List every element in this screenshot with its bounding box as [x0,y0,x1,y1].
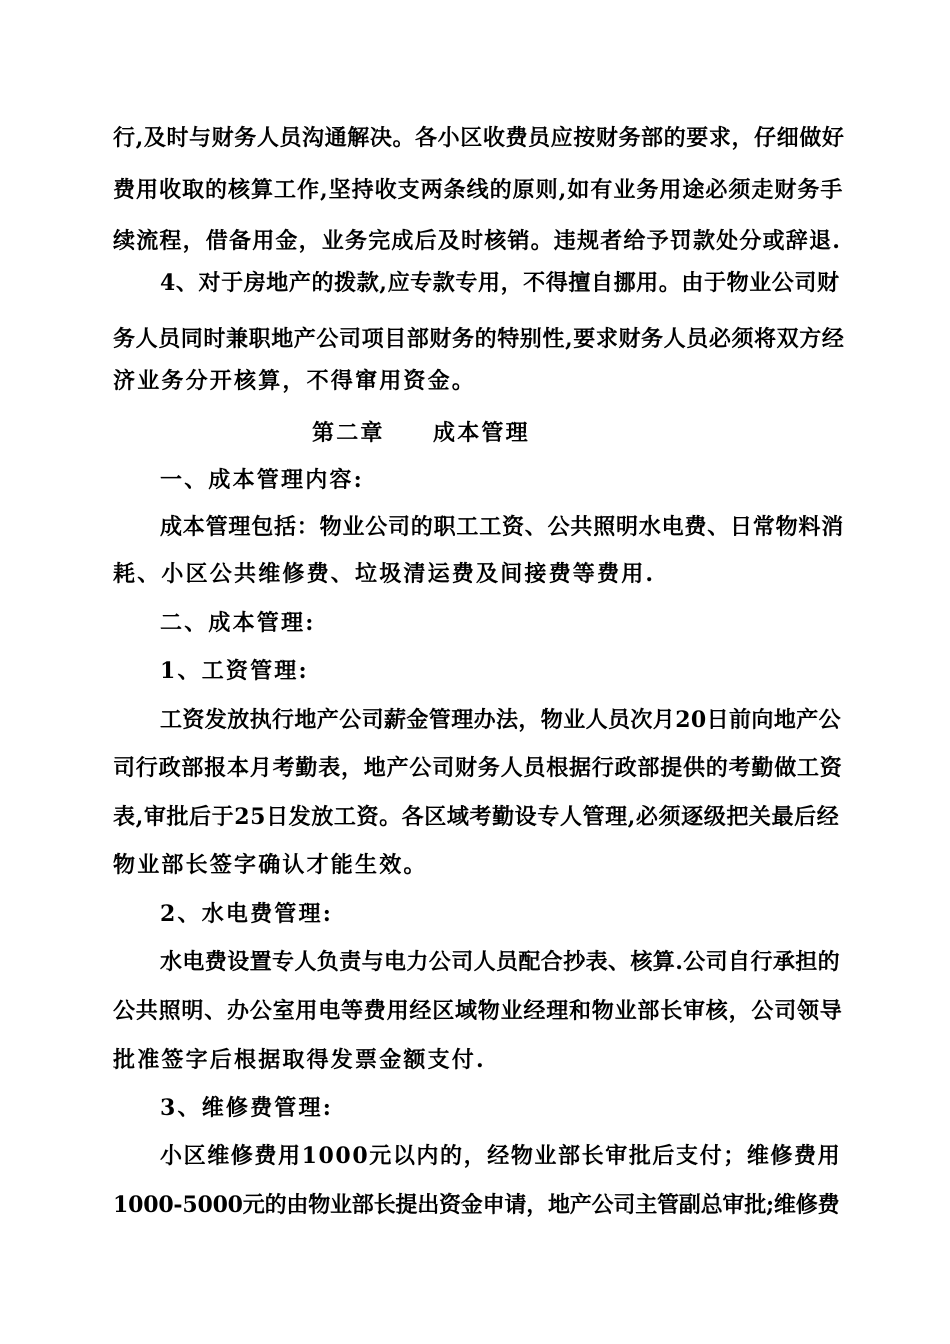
section-heading: 一、成本管理内容: [160,467,364,493]
paragraph-line: 小区维修费用1000元以内的，经物业部长审批后支付；维修费用 [160,1143,842,1169]
paragraph-line: 物业部长签字确认才能生效。 [113,852,428,878]
paragraph-line: 司行政部报本月考勤表，地产公司财务人员根据行政部提供的考勤做工资 [113,755,843,781]
paragraph-line: 续流程，借备用金，业务完成后及时核销。违规者给予罚款处分或辞退. [113,228,842,254]
paragraph-line: 1000-5000元的由物业部长提出资金申请，地产公司主管副总审批;维修费 [113,1192,840,1218]
chapter-heading: 第二章 成本管理 [312,420,530,446]
paragraph-line: 务人员同时兼职地产公司项目部财务的特别性,要求财务人员必须将双方经 [113,326,845,352]
paragraph-line: 成本管理包括：物业公司的职工工资、公共照明水电费、日常物料消 [160,514,845,540]
subsection-heading: 1、工资管理: [160,658,309,684]
paragraph-line: 行,及时与财务人员沟通解决。各小区收费员应按财务部的要求，仔细做好 [113,125,845,151]
subsection-heading: 3、维修费管理: [160,1095,334,1121]
paragraph-line: 耗、小区公共维修费、垃圾清运费及间接费等费用. [113,561,656,587]
section-heading: 二、成本管理: [160,610,316,636]
paragraph-line: 费用收取的核算工作,坚持收支两条线的原则,如有业务用途必须走财务手 [113,177,844,203]
paragraph-line: 济业务分开核算，不得窜用资金。 [113,368,477,394]
subsection-heading: 2、水电费管理: [160,901,334,927]
paragraph-line: 批准签字后根据取得发票金额支付. [113,1047,486,1073]
paragraph-line: 公共照明、办公室用电等费用经区域物业经理和物业部长审核，公司领导 [113,998,843,1024]
paragraph-line: 水电费设置专人负责与电力公司人员配合抄表、核算.公司自行承担的 [160,949,841,975]
paragraph-line: 表,审批后于25日发放工资。各区域考勤设专人管理,必须逐级把关最后经 [113,804,840,830]
paragraph-line: 工资发放执行地产公司薪金管理办法，物业人员次月20日前向地产公 [160,707,842,733]
paragraph-line: 4、对于房地产的拨款,应专款专用，不得擅自挪用。由于物业公司财 [160,270,840,296]
